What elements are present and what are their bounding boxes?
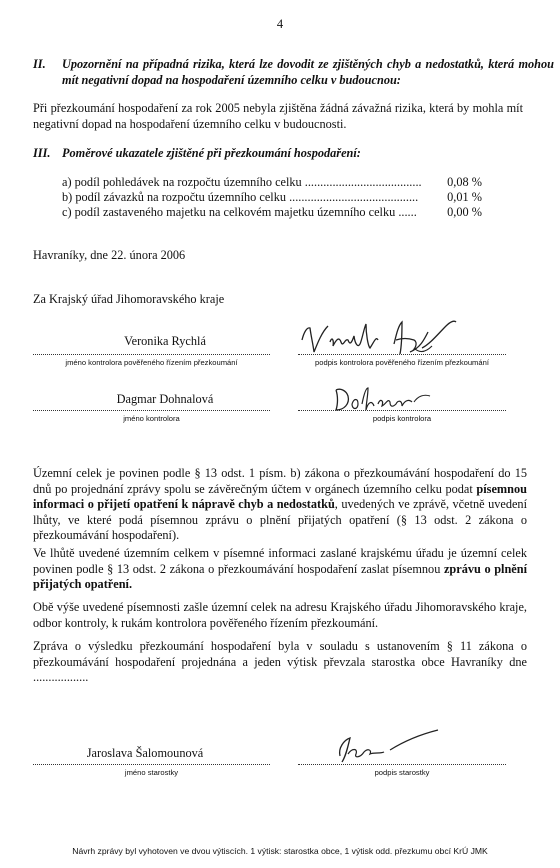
name-dotted-line bbox=[33, 410, 270, 411]
paragraph-obligation bbox=[33, 466, 527, 544]
mayor-name: Jaroslava Šalomounová bbox=[86, 746, 204, 760]
signature-dotted-line bbox=[298, 410, 506, 411]
paragraph-address: Obě výše uvedené písemnosti zašle územní celek na adresu Krajského úřadu Jihomoravského kraje, odbor kontroly, k rukám kontrolora pověřeného řízením přezkoumání. bbox=[33, 600, 527, 630]
signatory-name: Veronika Rychlá bbox=[124, 334, 206, 348]
ratio-label: c) podíl zastaveného majetku na celkovém majetku územního celku ...... bbox=[62, 205, 417, 219]
name-dotted-line bbox=[33, 354, 270, 355]
paragraph-text: , uvedených ve zprávě, včetně uvedení lhůty, ve které podá písemnou zprávu o plnění přijatých opatření (§ 13 odst. 2 zákona o přezkoumávání hospodaření). bbox=[33, 497, 527, 542]
place-date: Havraníky, dne 22. února 2006 bbox=[33, 248, 186, 262]
office-line: Za Krajský úřad Jihomoravského kraje bbox=[33, 292, 225, 306]
signature-dotted-line bbox=[298, 764, 506, 765]
signature-caption: podpis kontrolora bbox=[372, 414, 432, 423]
paragraph-text: Ve lhůtě uvedené územním celkem v písemné informaci zaslané krajskému úřadu je územní celek povinen podle § 13 odst. 2 zákona o přezkoumávání hospodaření zaslat písemnou bbox=[33, 546, 527, 576]
ratio-value: 0,00 % bbox=[447, 205, 482, 219]
name-caption: jméno kontrolora pověřeného řízením přezkoumání bbox=[65, 358, 238, 367]
section-iii-number: III. bbox=[33, 146, 51, 160]
section-ii-heading bbox=[33, 57, 554, 91]
name-caption: jméno kontrolora bbox=[123, 414, 180, 423]
ratio-label: a) podíl pohledávek na rozpočtu územního celku ...................................... bbox=[62, 175, 422, 189]
signature-dotted-line bbox=[298, 354, 506, 355]
section-iii-heading bbox=[33, 146, 533, 162]
ratio-label: b) podíl závazků na rozpočtu územního celku .......................................... bbox=[62, 190, 419, 204]
signatory-name: Dagmar Dohnalová bbox=[116, 392, 214, 406]
signature-mayor bbox=[330, 728, 450, 768]
paragraph-text: Územní celek je povinen podle § 13 odst. 1 písm. b) zákona o přezkoumávání hospodaření do 15 dnů po projednání zprávy spolu se závěrečným účtem v orgánech územního celku podat bbox=[33, 466, 527, 496]
section-ii-text: Při přezkoumání hospodaření za rok 2005 nebyla zjištěna žádná závažná rizika, která by mohla mít negativní dopad na hospodaření územního celku v budoucnosti. bbox=[33, 101, 523, 131]
paragraph-bold-text: zprávu o plnění přijatých opatření. bbox=[33, 561, 528, 591]
mayor-name-caption: jméno starostky bbox=[124, 768, 179, 777]
name-dotted-line bbox=[33, 764, 270, 765]
ratio-row bbox=[62, 190, 482, 205]
paragraph-deadline bbox=[33, 546, 527, 593]
ratio-value: 0,01 % bbox=[447, 190, 482, 204]
paragraph-acceptance: Zpráva o výsledku přezkoumání hospodaření byla v souladu s ustanovením § 11 zákona o přezkoumávání hospodaření projednána a jeden výtisk převzala starostka obce Havraníky dne .................. bbox=[33, 639, 527, 684]
paragraph-bold-text: písemnou informaci o přijetí opatření k nápravě chyb a nedostatků bbox=[33, 481, 527, 511]
page-number: 4 bbox=[276, 17, 284, 31]
footer-note: Návrh zprávy byl vyhotoven ve dvou výtiscích. 1 výtisk: starostka obce, 1 výtisk odd. přezkumu obcí KrÚ JMK bbox=[72, 846, 488, 856]
section-ii-number: II. bbox=[33, 57, 46, 71]
signature-caption: podpis kontrolora pověřeného řízením přezkoumání bbox=[315, 358, 489, 367]
section-ii-title: Upozornění na případná rizika, která lze dovodit ze zjištěných chyb a nedostatků, která mohou mít negativní dopad na hospodaření územního celku v budoucnou: bbox=[62, 57, 554, 87]
ratio-row bbox=[62, 175, 482, 190]
mayor-signature-caption: podpis starostky bbox=[374, 768, 430, 777]
section-iii-title: Poměrové ukazatele zjištěné při přezkoumání hospodaření: bbox=[62, 146, 361, 160]
ratio-row bbox=[62, 205, 482, 220]
ratio-value: 0,08 % bbox=[447, 175, 482, 189]
signature-rychla bbox=[298, 318, 468, 358]
